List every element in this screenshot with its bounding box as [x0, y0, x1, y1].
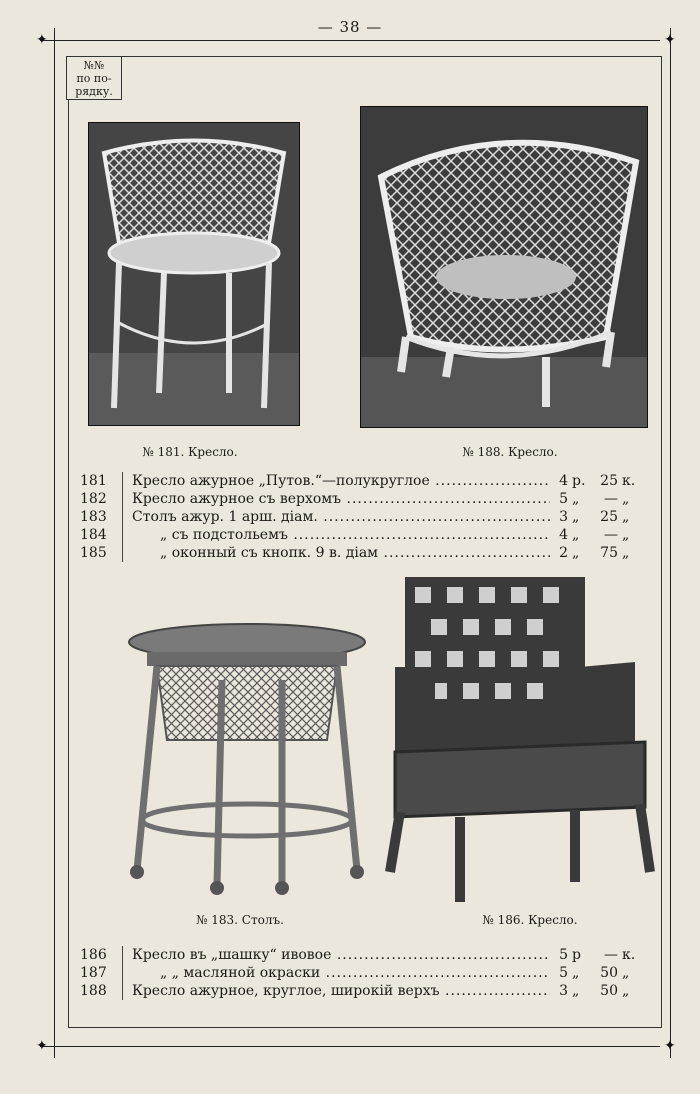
- corner-ornament-icon: ✦: [36, 32, 48, 48]
- corner-ornament-icon: ✦: [664, 32, 676, 48]
- price-list-bottom: [80, 946, 650, 1000]
- table-row: 183 Столъ ажур. 1 арш. діам. ..... 3 „ 25 „: [80, 508, 650, 526]
- left-rule: [54, 28, 55, 1058]
- bottom-rule: [40, 1046, 660, 1047]
- order-number-header: №№ по по- рядку.: [66, 56, 122, 100]
- top-rule: [40, 40, 660, 41]
- table-row: 186 Кресло въ „шашку“ ивовое ..... 5 р — к.: [80, 946, 650, 964]
- table-row: 188 Кресло ажурное, круглое, широкій верхъ ..... 3 „ 50 „: [80, 982, 650, 1000]
- price-list-top: [80, 472, 650, 562]
- caption-186: № 186. Кресло.: [482, 913, 578, 927]
- table-row: 185 „ оконный съ кнопк. 9 в. діам ..... 2 „ 75 „: [80, 544, 650, 562]
- page-number: — 38 —: [317, 18, 383, 36]
- photo-table-183: [122, 620, 372, 910]
- photo-armchair-186: [380, 572, 660, 907]
- photo-armchair-188: [360, 106, 648, 428]
- caption-188: № 188. Кресло.: [462, 445, 558, 459]
- table-row: 184 „ съ подстольемъ ..... 4 „ — „: [80, 526, 650, 544]
- corner-ornament-icon: ✦: [664, 1038, 676, 1054]
- table-row: 187 „ „ масляной окраски ..... 5 „ 50 „: [80, 964, 650, 982]
- right-rule: [670, 28, 671, 1058]
- table-row: 181 Кресло ажурное „Путов.“—полукруглое ..... 4 р. 25 к.: [80, 472, 650, 490]
- photo-armchair-181: [88, 122, 300, 426]
- caption-181: № 181. Кресло.: [142, 445, 238, 459]
- caption-183: № 183. Столъ.: [196, 913, 284, 927]
- table-row: 182 Кресло ажурное съ верхомъ ..... 5 „ — „: [80, 490, 650, 508]
- corner-ornament-icon: ✦: [36, 1038, 48, 1054]
